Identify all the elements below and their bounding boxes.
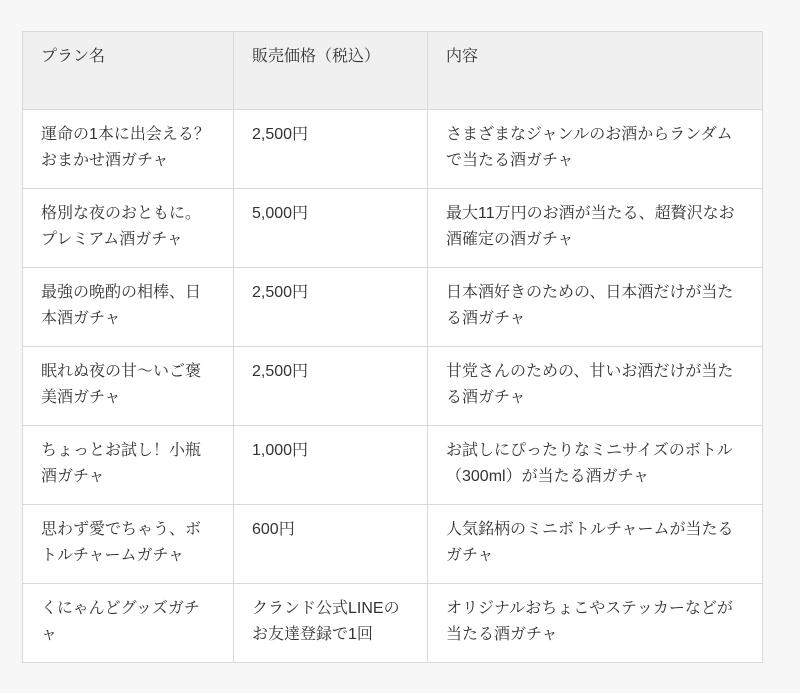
plan-cell: 運命の1本に出会える？おまかせ酒ガチャ [23, 110, 234, 189]
plan-cell: 最強の晩酌の相棒、日本酒ガチャ [23, 268, 234, 347]
content-cell: 日本酒好きのための、日本酒だけが当たる酒ガチャ [428, 268, 763, 347]
content-cell: さまざまなジャンルのお酒からランダムで当たる酒ガチャ [428, 110, 763, 189]
header-content: 内容 [428, 32, 763, 110]
table-row [23, 584, 763, 663]
content-cell: 最大11万円のお酒が当たる、超贅沢なお酒確定の酒ガチャ [428, 189, 763, 268]
plans-table-container [22, 31, 763, 663]
plan-cell: 思わず愛でちゃう、ボトルチャームガチャ [23, 505, 234, 584]
table-row [23, 110, 763, 189]
plans-table [22, 31, 763, 663]
content-cell: オリジナルおちょこやステッカーなどが当たる酒ガチャ [428, 584, 763, 663]
plan-cell: 格別な夜のおともに。プレミアム酒ガチャ [23, 189, 234, 268]
content-cell: 甘党さんのための、甘いお酒だけが当たる酒ガチャ [428, 347, 763, 426]
table-header [23, 32, 763, 110]
table-row [23, 347, 763, 426]
price-cell: クランド公式LINEのお友達登録で1回 [234, 584, 428, 663]
plan-cell: 眠れぬ夜の甘〜いご褒美酒ガチャ [23, 347, 234, 426]
price-cell: 1,000円 [234, 426, 428, 505]
price-cell: 2,500円 [234, 110, 428, 189]
header-price: 販売価格（税込） [234, 32, 428, 110]
price-cell: 2,500円 [234, 347, 428, 426]
plan-cell: ちょっとお試し！小瓶酒ガチャ [23, 426, 234, 505]
price-cell: 5,000円 [234, 189, 428, 268]
table-row [23, 189, 763, 268]
price-cell: 2,500円 [234, 268, 428, 347]
table-row [23, 505, 763, 584]
table-row [23, 426, 763, 505]
plan-cell: くにゃんどグッズガチャ [23, 584, 234, 663]
table-body [23, 110, 763, 663]
content-cell: 人気銘柄のミニボトルチャームが当たるガチャ [428, 505, 763, 584]
content-cell: お試しにぴったりなミニサイズのボトル（300ml）が当たる酒ガチャ [428, 426, 763, 505]
header-row [23, 32, 763, 110]
header-plan-name: プラン名 [23, 32, 234, 110]
price-cell: 600円 [234, 505, 428, 584]
table-row [23, 268, 763, 347]
